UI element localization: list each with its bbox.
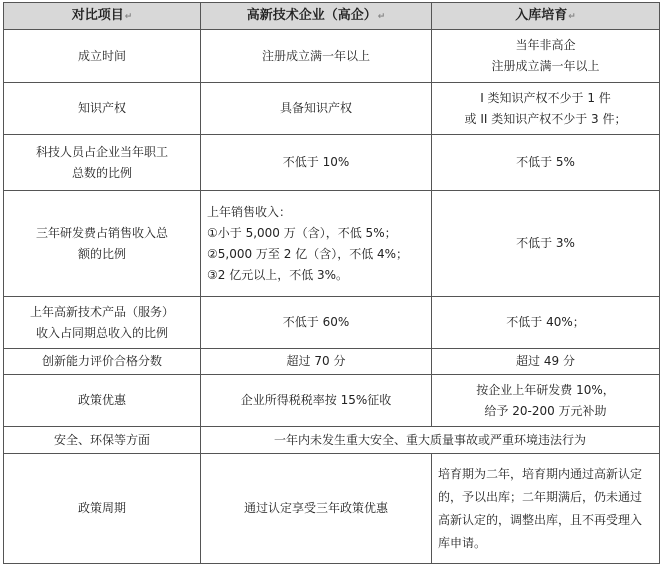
header-row bbox=[4, 3, 660, 30]
peiyu-cell: 不低于 40%； bbox=[432, 297, 660, 349]
item-cell: 政策优惠 bbox=[4, 375, 201, 427]
peiyu-cell: 按企业上年研发费 10%， 给予 20-200 万元补助 bbox=[432, 375, 660, 427]
item-cell: 知识产权 bbox=[4, 83, 201, 135]
table-row bbox=[4, 297, 660, 349]
table-row bbox=[4, 83, 660, 135]
table-row bbox=[4, 349, 660, 375]
header-compare-item: 对比项目 ↵ bbox=[4, 3, 201, 30]
gaoqi-cell: 注册成立满一年以上 bbox=[201, 30, 432, 83]
peiyu-cell: 超过 49 分 bbox=[432, 349, 660, 375]
peiyu-cell: 不低于 5% bbox=[432, 135, 660, 191]
item-cell: 创新能力评价合格分数 bbox=[4, 349, 201, 375]
item-cell: 政策周期 bbox=[4, 454, 201, 564]
peiyu-cell: 培育期为二年，培育期内通过高新认定的，予以出库；二年期满后，仍未通过高新认定的，调整出库，且不再受理入库申请。 bbox=[432, 454, 660, 564]
gaoqi-cell: 通过认定享受三年政策优惠 bbox=[201, 454, 432, 564]
comparison-table bbox=[3, 2, 660, 564]
gaoqi-cell: 不低于 60% bbox=[201, 297, 432, 349]
peiyu-cell: 不低于 3% bbox=[432, 191, 660, 297]
table-row bbox=[4, 427, 660, 454]
peiyu-cell: I 类知识产权不少于 1 件 或 II 类知识产权不少于 3 件； bbox=[432, 83, 660, 135]
gaoqi-cell: 不低于 10% bbox=[201, 135, 432, 191]
gaoqi-cell: 超过 70 分 bbox=[201, 349, 432, 375]
table-row bbox=[4, 30, 660, 83]
comparison-table-wrapper bbox=[3, 2, 660, 564]
peiyu-cell: 当年非高企 注册成立满一年以上 bbox=[432, 30, 660, 83]
gaoqi-cell: 上年销售收入： ①小于 5,000 万（含），不低 5%； ②5,000 万至 2 亿（含），不低 4%； ③2 亿元以上，不低 3%。 bbox=[201, 191, 432, 297]
table-row bbox=[4, 454, 660, 564]
header-high-tech-enterprise: 高新技术企业（高企） ↵ bbox=[201, 3, 432, 30]
gaoqi-cell: 企业所得税税率按 15%征收 bbox=[201, 375, 432, 427]
table-row bbox=[4, 191, 660, 297]
gaoqi-cell: 具备知识产权 bbox=[201, 83, 432, 135]
table-row bbox=[4, 135, 660, 191]
table-row bbox=[4, 375, 660, 427]
item-cell: 成立时间 bbox=[4, 30, 201, 83]
item-cell: 三年研发费占销售收入总 额的比例 bbox=[4, 191, 201, 297]
item-cell: 科技人员占企业当年职工 总数的比例 bbox=[4, 135, 201, 191]
item-cell: 安全、环保等方面 bbox=[4, 427, 201, 454]
header-incubation: 入库培育 ↵ bbox=[432, 3, 660, 30]
merged-requirement-cell: 一年内未发生重大安全、重大质量事故或严重环境违法行为 bbox=[201, 427, 660, 454]
item-cell: 上年高新技术产品（服务） 收入占同期总收入的比例 bbox=[4, 297, 201, 349]
